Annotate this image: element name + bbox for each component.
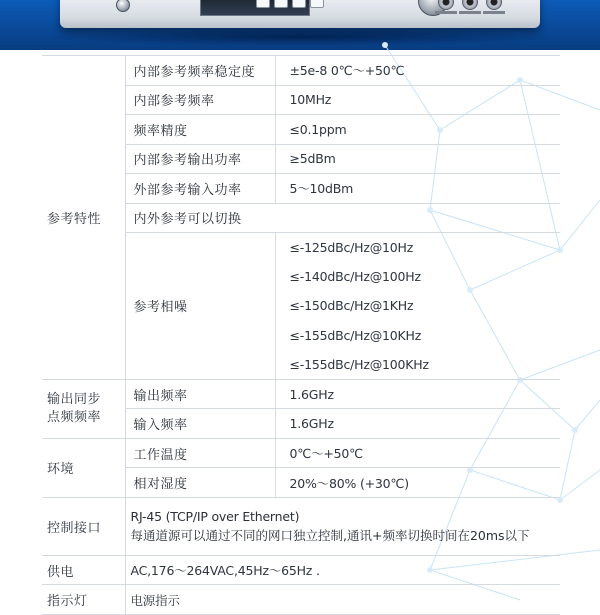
device-photo-band	[0, 0, 600, 50]
panel-key-icon	[256, 0, 270, 8]
spec-table	[42, 55, 560, 615]
category-sync	[42, 379, 125, 438]
connector-label-mark	[459, 11, 481, 14]
value-work-temp: 0℃～+50℃	[275, 438, 560, 468]
table-row	[42, 497, 560, 555]
control-interface-cell	[125, 497, 560, 555]
connector-label-mark	[483, 11, 505, 14]
value-ref-freq: 10MHz	[275, 85, 560, 115]
phase-noise-value: ≤-140dBc/Hz@100Hz	[289, 269, 421, 285]
connector-label-mark	[435, 11, 457, 14]
value-power: AC,176～264VAC,45Hz～65Hz .	[125, 555, 560, 585]
param-work-temp: 工作温度	[125, 438, 275, 468]
param-in-freq: 输入频率	[125, 409, 275, 439]
rf-connector-icon	[438, 0, 454, 10]
value-ref-stability: ±5e-8 0℃～+50℃	[275, 56, 560, 86]
panel-key-icon	[292, 0, 306, 8]
param-ref-stability: 内部参考频率稳定度	[125, 56, 275, 86]
value-indicator: 电源指示	[125, 585, 560, 615]
value-in-freq: 1.6GHz	[275, 409, 560, 439]
param-out-freq: 输出频率	[125, 379, 275, 409]
category-reference: 参考特性	[42, 56, 125, 380]
rf-connector-icon	[486, 0, 502, 10]
control-line-1: RJ-45 (TCP/IP over Ethernet)	[130, 509, 300, 525]
param-ref-freq: 内部参考频率	[125, 85, 275, 115]
param-ref-out-power: 内部参考输出功率	[125, 144, 275, 174]
phase-noise-value: ≤-150dBc/Hz@1KHz	[289, 298, 414, 314]
phase-noise-value: ≤-155dBc/Hz@100KHz	[289, 356, 429, 372]
param-ref-switch: 内外参考可以切换	[125, 203, 560, 233]
table-row	[42, 379, 560, 409]
value-humidity: 20%～80% (+30℃)	[275, 468, 560, 498]
category-environment: 环境	[42, 438, 125, 497]
device-shadow	[40, 28, 560, 46]
param-phase-noise: 参考相噪	[125, 233, 275, 380]
table-row	[42, 555, 560, 585]
panel-key-icon	[274, 0, 288, 8]
value-ref-out-power: ≥5dBm	[275, 144, 560, 174]
category-indicator: 指示灯	[42, 585, 125, 615]
category-sync-line2: 点频频率	[47, 409, 102, 425]
value-ref-in-power: 5～10dBm	[275, 174, 560, 204]
device-front-panel	[60, 0, 540, 28]
param-humidity: 相对湿度	[125, 468, 275, 498]
param-freq-accuracy: 频率精度	[125, 115, 275, 145]
panel-key-icon	[310, 0, 324, 8]
phase-noise-values	[275, 233, 560, 380]
table-row	[42, 56, 560, 86]
power-knob-icon	[116, 0, 130, 12]
phase-noise-value: ≤-125dBc/Hz@10Hz	[289, 240, 414, 255]
category-sync-line1: 输出同步	[47, 391, 102, 407]
category-power: 供电	[42, 555, 125, 585]
phase-noise-value: ≤-155dBc/Hz@10KHz	[289, 327, 422, 343]
category-control: 控制接口	[42, 497, 125, 555]
table-row	[42, 438, 560, 468]
value-out-freq: 1.6GHz	[275, 379, 560, 409]
control-line-2: 每通道源可以通过不同的网口独立控制,通讯+频率切换时间在20ms以下	[130, 528, 530, 544]
value-freq-accuracy: ≤0.1ppm	[275, 115, 560, 145]
rf-connector-icon	[462, 0, 478, 10]
param-ref-in-power: 外部参考输入功率	[125, 174, 275, 204]
table-row	[42, 585, 560, 615]
